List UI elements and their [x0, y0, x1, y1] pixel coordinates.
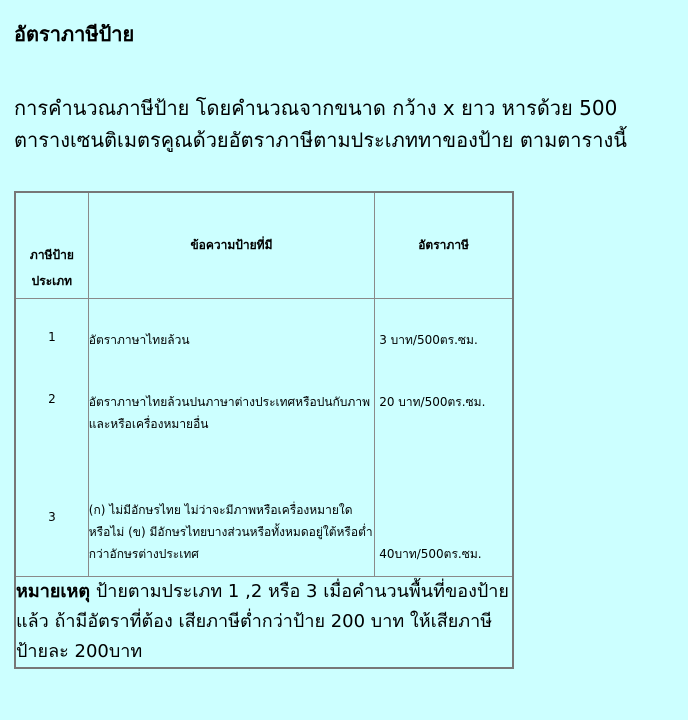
- page-title: อัตราภาษีป้าย: [14, 22, 135, 46]
- row-1-rate: 3 บาท/500ตร.ซม.: [379, 332, 478, 347]
- header-type-line1: ภาษีป้าย: [29, 247, 74, 262]
- table-header-row: [15, 192, 513, 298]
- row-2-text: อัตราภาษาไทยล้วนปนภาษาต่างประเทศหรือปนกับภาพและหรือเครื่องหมายอื่น: [88, 394, 370, 431]
- row-3-type: 3: [48, 509, 56, 524]
- row-1-text: อัตราภาษาไทยล้วน: [88, 332, 190, 347]
- row-2-type: 2: [48, 391, 56, 406]
- tax-rate-table: [14, 191, 514, 669]
- text-column: [88, 298, 374, 576]
- header-type: [15, 192, 88, 298]
- header-text: ข้อความป้ายที่มี: [88, 192, 374, 298]
- note-label: หมายเหตุ: [16, 580, 91, 602]
- header-rate: อัตราภาษี: [375, 192, 513, 298]
- note-row: [15, 576, 513, 668]
- row-1-type: 1: [48, 329, 56, 344]
- intro-paragraph: การคำนวณภาษีป้าย โดยคำนวณจากขนาด กว้าง x ยาว หารด้วย 500 ตารางเซนติเมตรคูณด้วยอัตราภาษีตามประเภททาของป้าย ตามตารางนี้: [14, 96, 627, 152]
- note-cell: [15, 576, 513, 668]
- row-3-text: (ก) ไม่มีอักษรไทย ไม่ว่าจะมีภาพหรือเครื่องหมายใด หรือไม่ (ข) มีอักษรไทยบางส่วนหรือทั้งหมดอยู่ใต้หรือต่ำกว่าอักษรต่างประเทศ: [88, 502, 373, 561]
- type-column: [15, 298, 88, 576]
- rate-column: [375, 298, 513, 576]
- table-body-row: [15, 298, 513, 576]
- row-3-rate: 40บาท/500ตร.ซม.: [379, 546, 482, 561]
- note-text: ป้ายตามประเภท 1 ,2 หรือ 3 เมื่อคำนวนพื้นที่ของป้ายแล้ว ถ้ามีอัตราที่ต้อง เสียภาษีต่ำกว่าป้าย 200 บาท ให้เสียภาษีป้ายละ 200บาท: [16, 580, 509, 662]
- row-2-rate: 20 บาท/500ตร.ซม.: [379, 394, 486, 409]
- header-type-line2: ประเภท: [31, 273, 73, 288]
